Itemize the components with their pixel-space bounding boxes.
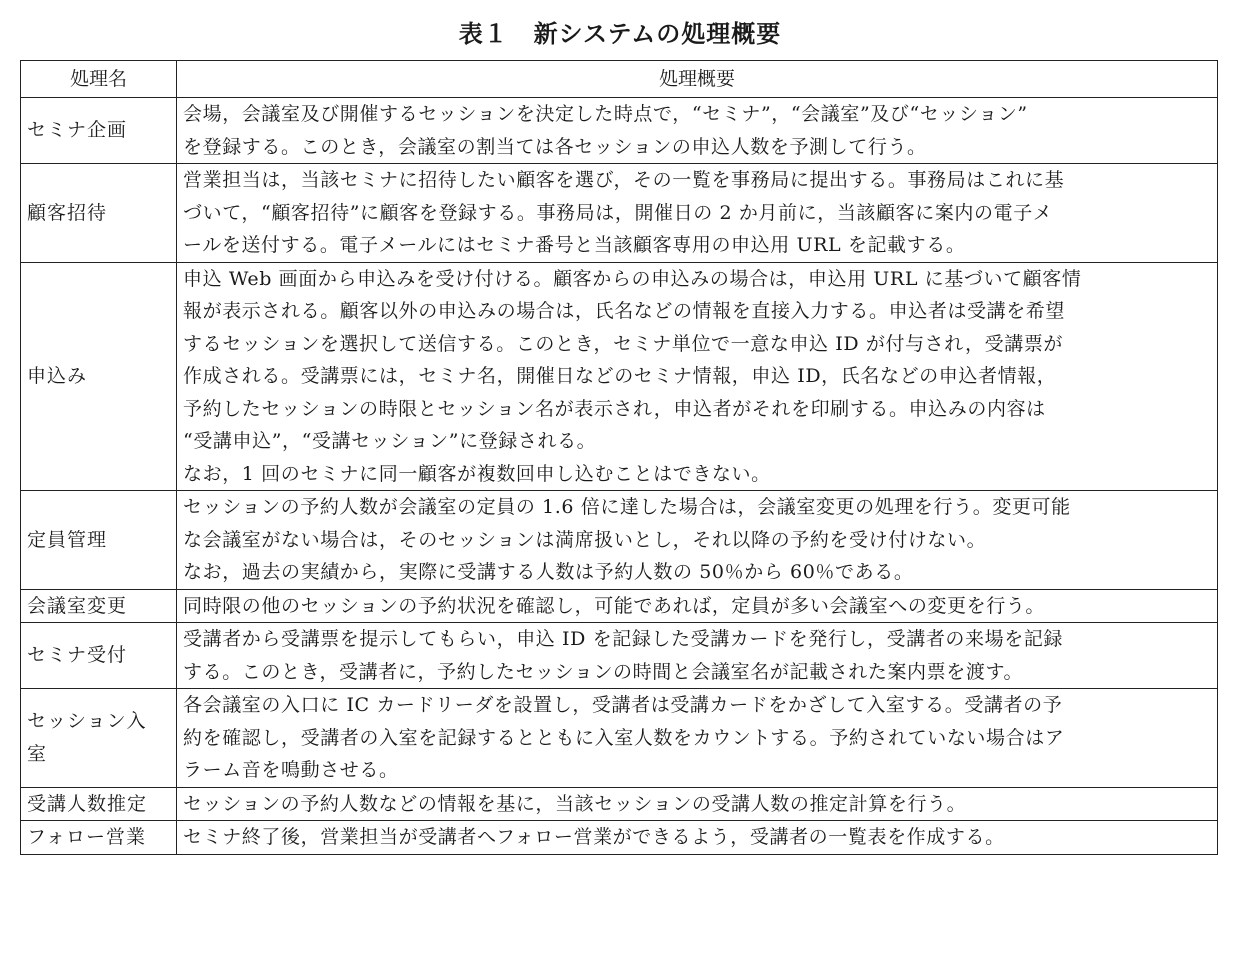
process-overview-cell <box>177 491 1218 590</box>
overview-text-line: 作成される。受講票には，セミナ名，開催日などのセミナ情報，申込 ID，氏名などの申込者情報， <box>183 365 1057 387</box>
process-name-line: セッション入 <box>27 710 147 733</box>
table-row <box>21 164 1218 263</box>
process-name-cell: 会議室変更 <box>21 589 177 623</box>
table-title: 表１ 新システムの処理概要 <box>458 20 782 48</box>
overview-text-line: 受講者から受講票を提示してもらい，申込 ID を記録した受講カードを発行し，受講者の来場を記録 <box>183 628 1064 650</box>
overview-text-line: セッションの予約人数が会議室の定員の 1.6 倍に達した場合は，会議室変更の処理を行う。変更可能 <box>183 496 1071 518</box>
process-overview-cell <box>177 164 1218 263</box>
process-name-cell <box>21 689 177 788</box>
overview-text-line: 会場，会議室及び開催するセッションを決定した時点で，“セミナ”，“会議室”及び“セッション” <box>183 103 1028 125</box>
overview-text-line: セッションの予約人数などの情報を基に，当該セッションの受講人数の推定計算を行う。 <box>183 792 967 815</box>
table-row <box>21 689 1218 788</box>
process-overview-table <box>20 60 1218 855</box>
overview-text-line: する。このとき，受講者に，予約したセッションの時間と会議室名が記載された案内票を渡す。 <box>183 660 1024 683</box>
overview-text-line: 約を確認し，受講者の入室を記録するとともに入室人数をカウントする。予約されていない場合はア <box>183 726 1065 749</box>
process-name-cell: フォロー営業 <box>21 821 177 855</box>
process-name-cell: 顧客招待 <box>21 164 177 263</box>
overview-text-line: セミナ終了後，営業担当が受講者へフォロー営業ができるよう，受講者の一覧表を作成する。 <box>183 826 1005 848</box>
process-name-line: 室 <box>27 742 48 765</box>
process-name-cell: セミナ企画 <box>21 98 177 164</box>
header-process-name: 処理名 <box>21 61 177 98</box>
table-row <box>21 787 1218 821</box>
table-row <box>21 821 1218 855</box>
process-overview-cell <box>177 623 1218 689</box>
overview-text-line: 予約したセッションの時限とセッション名が表示され，申込者がそれを印刷する。申込みの内容は <box>183 397 1046 420</box>
overview-text-line: なお，1 回のセミナに同一顧客が複数回申し込むことはできない。 <box>183 462 771 485</box>
table-row <box>21 491 1218 590</box>
overview-text-line: ールを送付する。電子メールにはセミナ番号と当該顧客専用の申込用 URL を記載する。 <box>183 234 966 256</box>
process-name-cell: セミナ受付 <box>21 623 177 689</box>
header-process-overview: 処理概要 <box>177 61 1218 98</box>
table-row <box>21 623 1218 689</box>
overview-text-line: 営業担当は，当該セミナに招待したい顧客を選び，その一覧を事務局に提出する。事務局はこれに基 <box>183 169 1065 191</box>
overview-text-line: するセッションを選択して送信する。このとき，セミナ単位で一意な申込 ID が付与され，受講票が <box>183 332 1064 355</box>
process-overview-cell <box>177 787 1218 821</box>
overview-text-line: を登録する。このとき，会議室の割当ては各セッションの申込人数を予測して行う。 <box>183 135 927 158</box>
process-overview-cell <box>177 262 1218 491</box>
process-overview-cell <box>177 821 1218 855</box>
process-name-cell: 申込み <box>21 262 177 491</box>
overview-text-line: 報が表示される。顧客以外の申込みの場合は，氏名などの情報を直接入力する。申込者は受講を希望 <box>183 300 1066 322</box>
overview-text-line: 申込 Web 画面から申込みを受け付ける。顧客からの申込みの場合は，申込用 URL に基づいて顧客情 <box>183 267 1082 290</box>
process-name-cell: 定員管理 <box>21 491 177 590</box>
overview-text-line: “受講申込”，“受講セッション”に登録される。 <box>183 430 597 452</box>
process-overview-cell <box>177 589 1218 623</box>
overview-text-line: 同時限の他のセッションの予約状況を確認し，可能であれば，定員が多い会議室への変更を行う。 <box>183 594 1046 617</box>
table-row <box>21 589 1218 623</box>
table-row <box>21 262 1218 491</box>
overview-text-line: ラーム音を鳴動させる。 <box>183 759 399 781</box>
table-row <box>21 98 1218 164</box>
overview-text-line: づいて，“顧客招待”に顧客を登録する。事務局は，開催日の 2 か月前に，当該顧客に案内の電子メ <box>183 201 1053 224</box>
process-overview-cell <box>177 689 1218 788</box>
overview-text-line: な会議室がない場合は，そのセッションは満席扱いとし，それ以降の予約を受け付けない。 <box>183 528 987 551</box>
overview-text-line: 各会議室の入口に IC カードリーダを設置し，受講者は受講カードをかざして入室する。受講者の予 <box>183 694 1063 716</box>
header-row <box>21 61 1218 98</box>
process-name-cell: 受講人数推定 <box>21 787 177 821</box>
overview-text-line: なお，過去の実績から，実際に受講する人数は予約人数の 50％から 60％である。 <box>183 561 914 583</box>
process-overview-cell <box>177 98 1218 164</box>
